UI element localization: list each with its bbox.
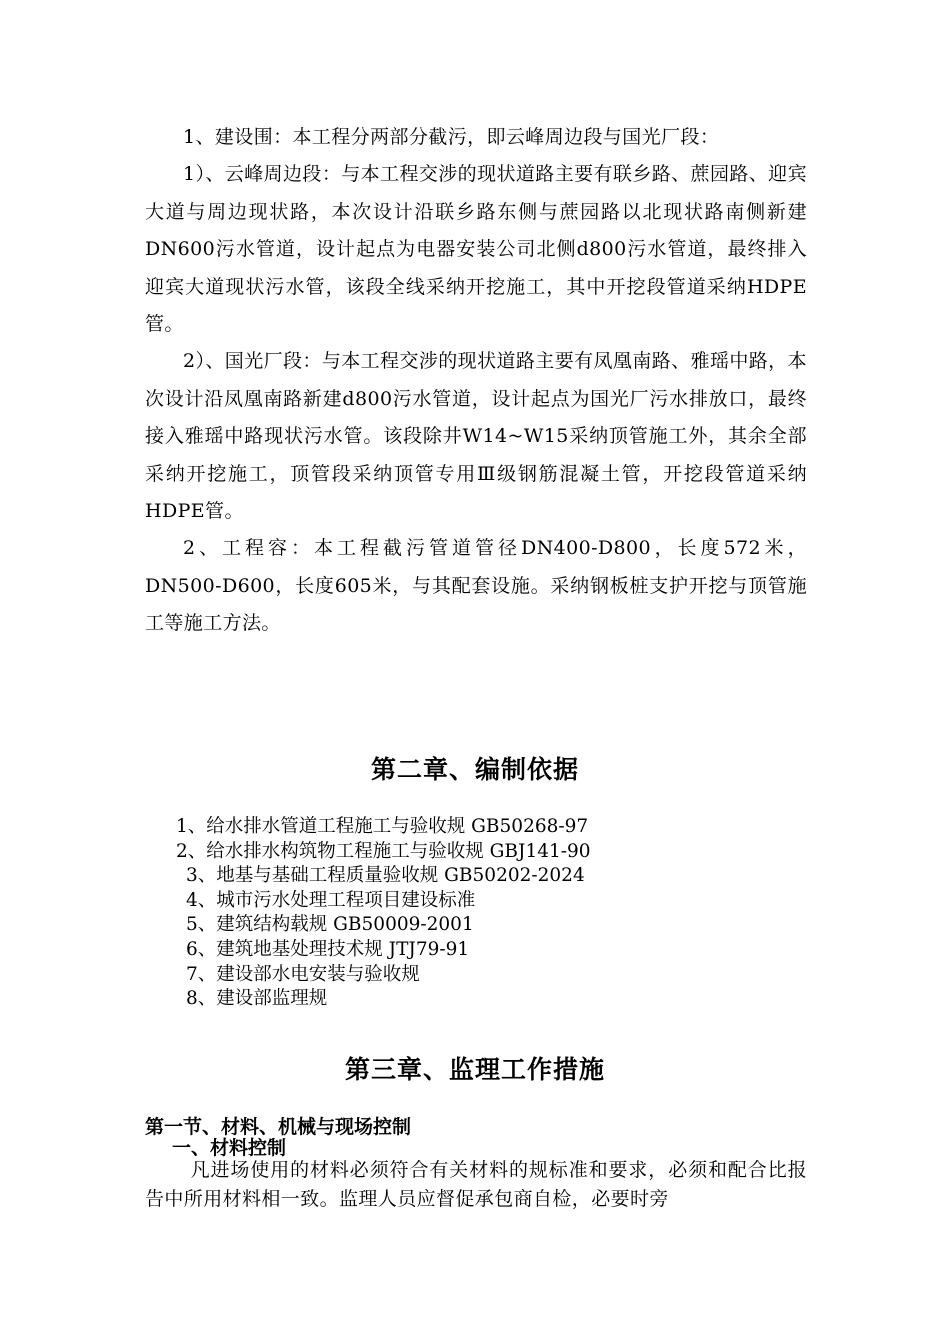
chapter-2-title: 第二章、编制依据 (370, 755, 579, 784)
reference-item: 1、给水排水管道工程施工与验收规 GB50268-97 (176, 816, 589, 837)
subsection-heading: 一、材料控制 (172, 1137, 287, 1159)
material-control-paragraph: 凡进场使用的材料必须符合有关材料的规标准和要求，必须和配合比报告中所用材料相一致。监理人员应督促承包商自检，必要时旁 (145, 1159, 807, 1210)
reference-item: 8、建设部监理规 (186, 988, 328, 1010)
reference-item: 5、建筑结构载规 GB50009-2001 (186, 914, 474, 936)
chapter-3-title: 第三章、监理工作措施 (344, 1055, 605, 1084)
scope-paragraph-3: 2）、国光厂段：与本工程交涉的现状道路主要有凤凰南路、雅瑶中路，本次设计沿凤凰南路新建d800污水管道，设计起点为国光厂污水排放口，最终接入雅瑶中路现状污水管。该段除井W14~W15采纳顶管施工外，其余全部采纳开挖施工，顶管段采纳顶管专用Ⅲ级钢筋混凝土管，开挖段管道采纳HDPE管。 (145, 350, 807, 522)
scope-paragraph-4: 2、工程容：本工程截污管道管径DN400-D800，长度572米，DN500-D600，长度605米，与其配套设施。采纳钢板桩支护开挖与顶管施工等施工方法。 (145, 537, 807, 634)
reference-list (0, 815, 591, 1012)
reference-item: 4、城市污水处理工程项目建设标准 (186, 889, 476, 911)
reference-item: 3、地基与基础工程质量验收规 GB50202-2024 (186, 865, 585, 887)
reference-item: 7、建设部水电安装与验收规 (186, 963, 420, 985)
reference-item: 6、建筑地基处理技术规 JTJ79-91 (186, 938, 470, 960)
reference-item: 2、给水排水构筑物工程施工与验收规 GBJ141-90 (176, 840, 591, 862)
scope-paragraph-2: 1）、云峰周边段：与本工程交涉的现状道路主要有联乡路、蔗园路、迎宾大道与周边现状路，本次设计沿联乡路东侧与蔗园路以北现状路南侧新建DN600污水管道，设计起点为电器安装公司北侧d800污水管道，最终排入迎宾大道现状污水管，该段全线采纳开挖施工，其中开挖段管道采纳HDPE管。 (145, 163, 807, 335)
section-heading: 第一节、材料、机械与现场控制 (145, 1116, 412, 1138)
scope-paragraph-1: 1、建设围：本工程分两部分截污，即云峰周边段与国光厂段： (183, 126, 720, 148)
